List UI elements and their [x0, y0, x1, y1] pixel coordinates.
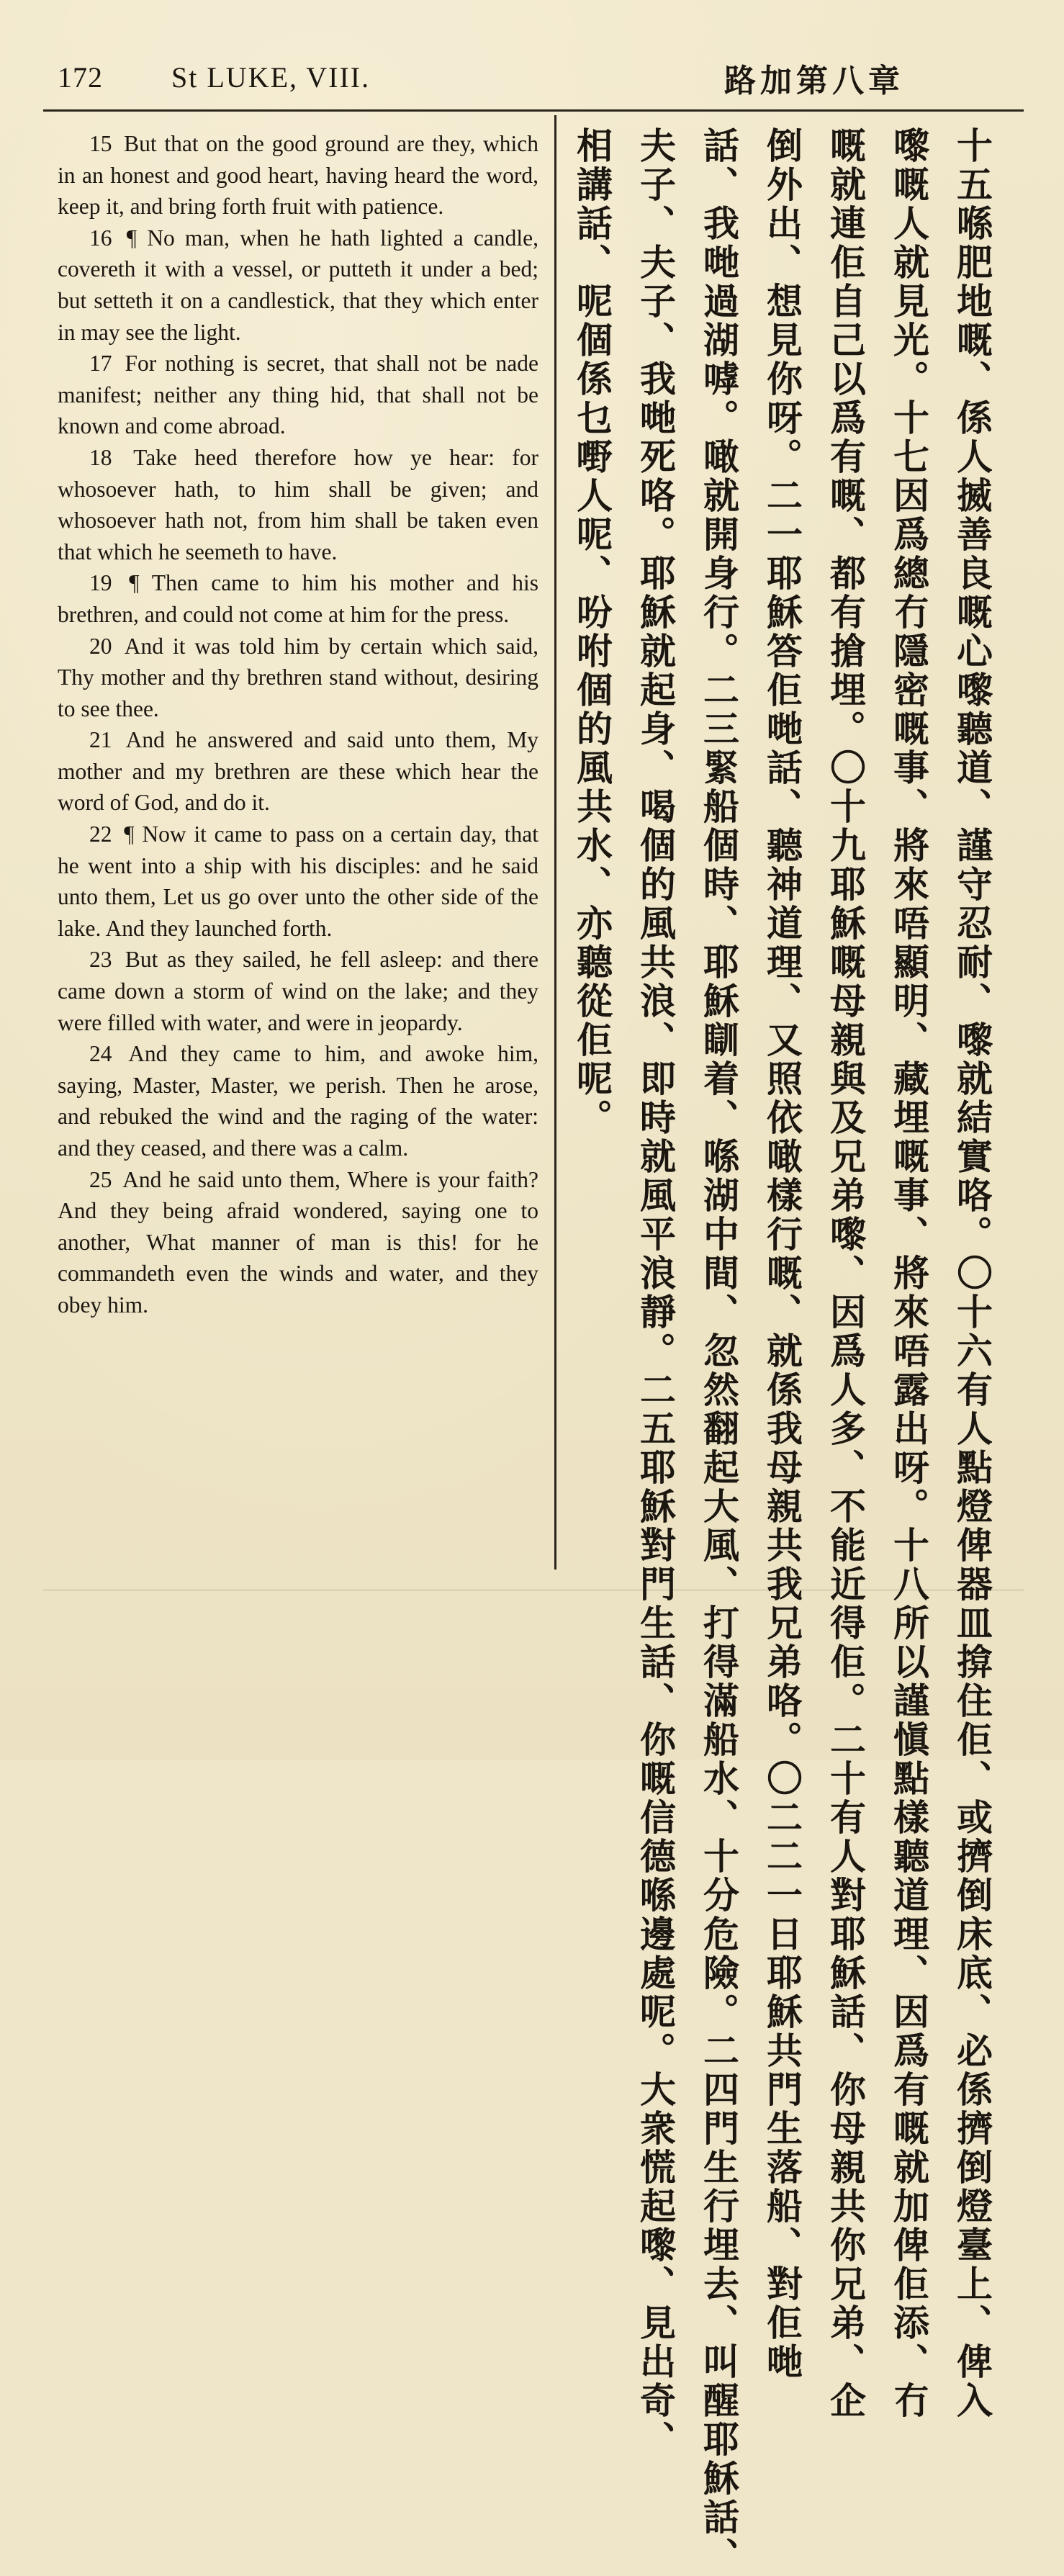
verse-text: ¶ No man, when he hath lighted a candle, covereth it with a vessel, or putteth it under a bed; but setteth it on a candlestick, that they which enter in may see the light.	[58, 225, 538, 345]
chinese-column: 話、我哋過湖嘑。噉就開身行。二三緊船個時、耶穌瞓着、喺湖中間、忽然翻起大風、打得滿船水、十分危險。二四門生行埋去、叫醒耶穌話、	[698, 127, 739, 2576]
running-title: St LUKE, VIII.	[171, 61, 371, 94]
chinese-column: 十五喺肥地嘅、係人揻善良嘅心嚟聽道、謹守忍耐、嚟就結實咯。〇十六有人點燈俾器皿揜住佢、或擠倒床底、必係擠倒燈臺上、俾入	[951, 127, 993, 2420]
english-verse-19	[58, 567, 538, 630]
verse-number: 18	[89, 444, 112, 470]
chinese-column: 嚟嘅人就見光。十七因爲總冇隱密嘅事、將來唔顯明、藏埋嘅事、將來唔露出呀。十八所以謹愼點樣聽道理、因爲有嘅就加俾佢添、冇	[888, 127, 929, 2420]
header-rule	[43, 109, 1024, 112]
page-number: 172	[58, 61, 103, 94]
verse-number: 23	[89, 947, 112, 973]
verse-number: 22	[89, 821, 112, 847]
column-divider	[554, 115, 556, 1570]
english-verse-23	[58, 944, 538, 1038]
english-verse-17	[58, 348, 538, 442]
chinese-column: 相講話、呢個係乜嘢人呢、吩咐個的風共水、亦聽從佢呢。	[571, 127, 613, 1138]
chinese-column: 嘅就連佢自己以爲有嘅、都有搶埋。〇十九耶穌嘅母親與及兄弟嚟、因爲人多、不能近得佢。二十有人對耶穌話、你母親共你兄弟、企	[824, 127, 866, 2420]
verse-number: 15	[89, 131, 112, 156]
verse-text: And he said unto them, Where is your faith? And they being afraid wondered, saying one to another, What manner of man is this! for he commandeth even the winds and water, and they obey him.	[58, 1166, 538, 1318]
english-verse-15	[58, 128, 538, 222]
english-text-column	[58, 128, 538, 1321]
verse-text: And they came to him, and awoke him, saying, Master, Master, we perish. Then he arose, and rebuked the wind and the raging of the water: and they ceased, and there was a calm.	[58, 1041, 538, 1161]
verse-number: 25	[89, 1166, 112, 1192]
verse-number: 21	[89, 727, 112, 753]
verse-number: 24	[89, 1041, 112, 1067]
verse-number: 16	[89, 225, 112, 251]
chinese-column: 倒外出、想見你呀。二一耶穌答佢哋話、聽神道理、又照依噉樣行嘅、就係我母親共我兄弟咯。〇二二一日耶穌共門生落船、對佢哋	[761, 127, 803, 2382]
english-verse-20	[58, 631, 538, 725]
english-verse-24	[58, 1038, 538, 1163]
english-verse-22	[58, 819, 538, 944]
chinese-text-column	[569, 127, 1015, 2576]
verse-text: But as they sailed, he fell asleep: and there came down a storm of wind on the lake; and they were filled with water, and were in jeopardy.	[58, 947, 539, 1035]
english-verse-18	[58, 442, 538, 567]
verse-text: And it was told him by certain which said, Thy mother and thy brethren stand without, desiring to see thee.	[58, 633, 539, 721]
verse-text: For nothing is secret, that shall not be nade manifest; neither any thing hid, that shall not be known and come abroad.	[58, 351, 538, 439]
english-verse-25	[58, 1164, 538, 1321]
english-verse-21	[58, 724, 538, 819]
verse-number: 20	[89, 633, 112, 659]
verse-text: Take heed therefore how ye hear: for whosoever hath, to him shall be given; and whosoever hath not, from him shall be taken even that which he seemeth to have.	[58, 444, 538, 564]
english-verse-16	[58, 222, 538, 348]
verse-text: But that on the good ground are they, which in an honest and good heart, having heard the word, keep it, and bring forth fruit with patience.	[58, 131, 538, 220]
verse-text: ¶ Then came to him his mother and his brethren, and could not come at him for the press.	[58, 570, 538, 627]
verse-text: And he answered and said unto them, My mother and my brethren are these which hear the word of God, and do it.	[58, 727, 539, 816]
verse-text: ¶ Now it came to pass on a certain day, that he went into a ship with his disciples: and he said unto them, Let us go over unto the other side of the lake. And they launched forth.	[58, 821, 538, 941]
chinese-column: 夫子、夫子、我哋死咯。耶穌就起身、喝個的風共浪、即時就風平浪靜。二五耶穌對門生話、你嘅信德喺邊處呢。大衆慌起嚟、見出奇、	[634, 127, 676, 2459]
verse-number: 17	[89, 351, 112, 377]
verse-number: 19	[89, 570, 112, 596]
chinese-running-title: 路加第八章	[724, 63, 904, 99]
